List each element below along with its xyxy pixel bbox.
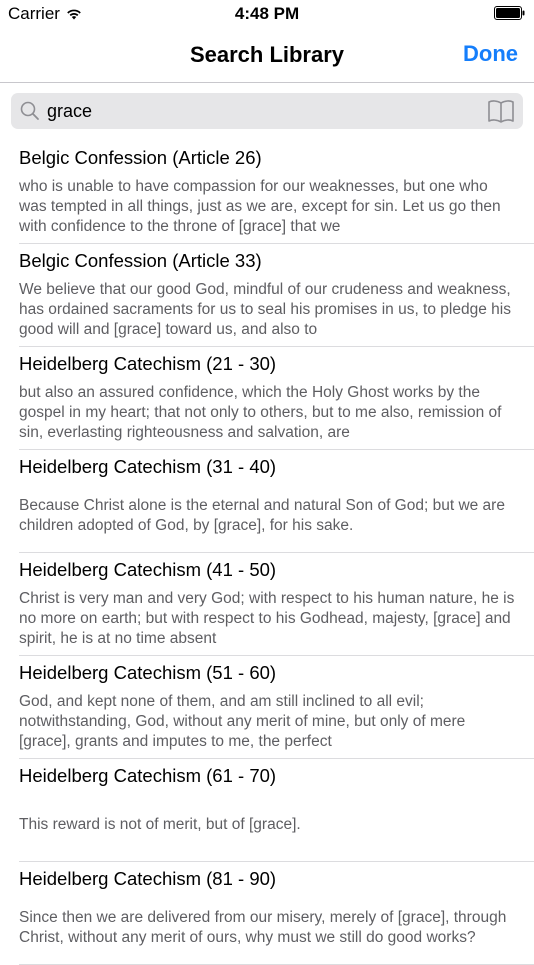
result-snippet: who is unable to have compassion for our weaknesses, but one who was tempted in all things, just as we are, except for sin. Let us go then with confidence to the throne of [grace] that we <box>19 178 501 235</box>
result-snippet: We believe that our good God, mindful of our crudeness and weakness, has ordained sacraments for us to seal his promises in us, to pledge his good will and [grace] toward us, and also to <box>19 281 511 338</box>
result-title: Heidelberg Catechism (61 - 70) <box>19 765 277 786</box>
results-list <box>0 141 534 965</box>
result-row[interactable] <box>0 656 534 759</box>
status-time: 4:48 PM <box>234 4 300 23</box>
result-row[interactable] <box>0 450 534 553</box>
page-title: Search Library <box>189 42 345 67</box>
battery-icon <box>494 6 526 20</box>
status-bar <box>0 0 534 28</box>
done-button[interactable]: Done <box>463 41 518 66</box>
result-row[interactable] <box>0 347 534 450</box>
search-bar <box>0 83 534 141</box>
result-snippet: This reward is not of merit, but of [grace]. <box>19 816 301 833</box>
navigation-bar <box>0 28 534 83</box>
result-row[interactable] <box>0 553 534 656</box>
carrier-label: Carrier <box>8 4 60 23</box>
result-snippet: Christ is very man and very God; with respect to his human nature, he is no more on earth; but with respect to his Godhead, majesty, [grace] and spirit, he is at no time absent <box>19 590 515 647</box>
search-input[interactable] <box>47 93 467 129</box>
result-snippet: God, and kept none of them, and am still inclined to all evil; notwithstanding, God, without any merit of mine, but only of mere [grace], grants and imputes to me, the perfect <box>19 693 466 750</box>
bookmarks-icon[interactable] <box>487 98 515 124</box>
result-row[interactable] <box>0 141 534 244</box>
result-title: Belgic Confession (Article 33) <box>19 250 262 271</box>
search-icon <box>19 100 41 122</box>
result-title: Heidelberg Catechism (51 - 60) <box>19 662 277 683</box>
result-snippet: but also an assured confidence, which the Holy Ghost works by the gospel in my heart; that not only to others, but to me also, remission of sin, everlasting righteousness and salvation, are <box>19 384 502 441</box>
result-title: Heidelberg Catechism (41 - 50) <box>19 559 277 580</box>
result-row[interactable] <box>0 244 534 347</box>
result-title: Belgic Confession (Article 26) <box>19 147 262 168</box>
result-snippet: Since then we are delivered from our misery, merely of [grace], through Christ, without any merit of ours, why must we still do good works? <box>19 909 507 946</box>
result-title: Heidelberg Catechism (31 - 40) <box>19 456 277 477</box>
result-title: Heidelberg Catechism (21 - 30) <box>19 353 277 374</box>
search-field-container[interactable] <box>11 93 523 129</box>
result-title: Heidelberg Catechism (81 - 90) <box>19 868 277 889</box>
result-snippet: Because Christ alone is the eternal and natural Son of God; but we are children adopted of God, by [grace], for his sake. <box>19 497 505 534</box>
result-row[interactable] <box>0 759 534 862</box>
